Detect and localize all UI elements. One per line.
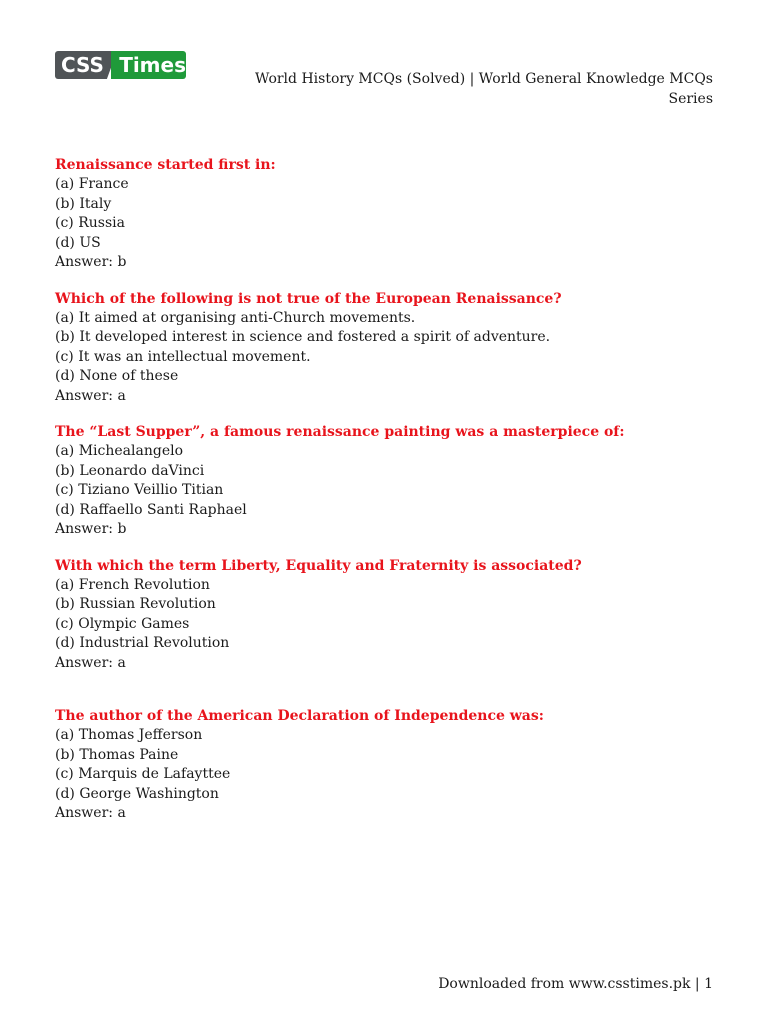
option-b: (b) It developed interest in science and fostered a spirit of adventure.	[55, 329, 551, 345]
option-a: (a) Thomas Jefferson	[55, 727, 203, 743]
question-text: With which the term Liberty, Equality and Fraternity is associated?	[55, 557, 582, 574]
option-a: (a) French Revolution	[55, 576, 210, 593]
mcq-item	[55, 155, 715, 273]
option-b: (b) Leonardo daVinci	[55, 462, 205, 479]
page-header-title	[233, 69, 713, 109]
option-d: (d) Raffaello Santi Raphael	[55, 501, 247, 518]
option-b: (b) Italy	[55, 195, 112, 212]
logo-right-part	[111, 51, 186, 79]
option-c: (c) Marquis de Lafayttee	[55, 766, 231, 782]
question-text: The author of the American Declaration of Independence was:	[55, 708, 544, 724]
option-c: (c) Olympic Games	[55, 615, 190, 632]
answer-text: Answer: a	[55, 805, 126, 821]
mcq-item	[55, 422, 715, 540]
logo-right-text: Times	[119, 53, 186, 77]
question-text: The “Last Supper”, a famous renaissance painting was a masterpiece of:	[55, 424, 625, 440]
csstimes-logo	[55, 51, 186, 79]
mcq-item	[55, 556, 715, 674]
mcq-list	[55, 155, 715, 840]
mcq-item	[55, 289, 715, 407]
option-c: (c) Russia	[55, 215, 125, 231]
option-c: (c) It was an intellectual movement.	[55, 348, 311, 365]
option-c: (c) Tiziano Veillio Titian	[55, 482, 224, 498]
answer-text: Answer: a	[55, 387, 126, 404]
option-a: (a) France	[55, 176, 129, 192]
question-text: Which of the following is not true of the European Renaissance?	[55, 290, 562, 307]
answer-text: Answer: b	[55, 521, 127, 537]
option-a: (a) Michealangelo	[55, 443, 184, 459]
page-footer: Downloaded from www.csstimes.pk | 1	[438, 976, 713, 992]
answer-text: Answer: a	[55, 654, 126, 671]
option-d: (d) George Washington	[55, 785, 219, 802]
option-d: (d) US	[55, 234, 101, 251]
option-d: (d) Industrial Revolution	[55, 635, 230, 651]
header-title-line1: World History MCQs (Solved) | World General Knowledge MCQs	[255, 71, 713, 87]
logo-left-part	[55, 51, 111, 79]
answer-text: Answer: b	[55, 254, 127, 270]
mcq-item	[55, 706, 715, 824]
logo-left-text: CSS	[61, 53, 104, 77]
option-b: (b) Thomas Paine	[55, 746, 179, 763]
option-d: (d) None of these	[55, 368, 179, 384]
option-a: (a) It aimed at organising anti-Church movements.	[55, 309, 416, 326]
option-b: (b) Russian Revolution	[55, 596, 216, 612]
question-text: Renaissance started first in:	[55, 157, 276, 173]
header-title-line2: Series	[668, 91, 713, 107]
